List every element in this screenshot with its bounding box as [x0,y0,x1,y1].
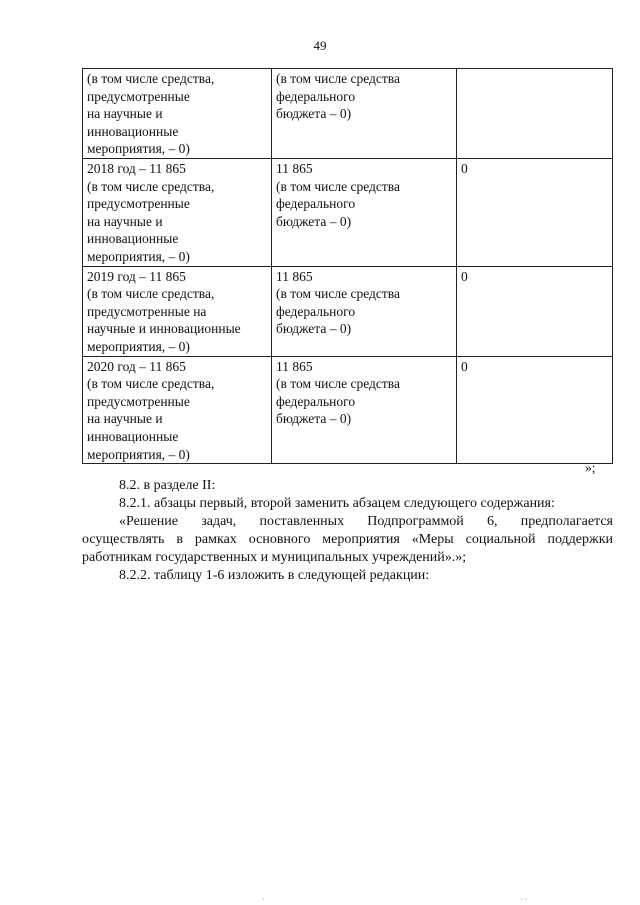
table-cell [83,356,272,464]
table-row [83,159,613,267]
cell-line: (в том числе средства, [87,71,215,86]
cell-line: научные и инновационные [87,321,241,337]
table-cell [272,69,457,159]
cell-line: инновационные [87,123,179,139]
cell-line: (в том числе средства [276,286,400,302]
cell-line: на научные и [87,411,163,427]
paragraph-section-heading: 8.2. в разделе II: [119,478,216,493]
body-text [82,477,613,585]
cell-line: бюджета – 0) [276,106,352,122]
cell-line: 11 865 [276,268,313,284]
table-cell [457,69,613,159]
cell-line: мероприятия, – 0) [87,338,190,354]
cell-line: федерального [276,393,356,409]
cell-line: на научные и [87,106,163,122]
paragraph-instruction: 8.2.2. таблицу 1-6 изложить в следующей редакции: [119,568,430,583]
cell-line: 2019 год – 11 865 [87,268,186,284]
cell-line: 2020 год – 11 865 [87,358,186,374]
paragraph-quote-line: работникам государственных и муниципальных учреждений».»; [82,550,467,565]
cell-line: федерального [276,303,356,319]
cell-line: бюджета – 0) [276,321,352,337]
cell-line: мероприятия, – 0) [87,248,190,264]
cell-line: 11 865 [276,161,313,176]
table-cell [83,266,272,356]
cell-line: 11 865 [276,358,313,374]
scan-speck: · · [520,895,528,904]
cell-line: инновационные [87,428,179,444]
cell-line: федерального [276,196,356,212]
cell-line: (в том числе средства, [87,286,215,302]
cell-line: бюджета – 0) [276,213,352,229]
cell-line: мероприятия, – 0) [87,446,190,462]
table-cell [83,69,272,159]
table-row [83,69,613,159]
cell-line: предусмотренные [87,196,190,212]
paragraph-instruction: 8.2.1. абзацы первый, второй заменить абзацем следующего содержания: [119,496,555,511]
table-cell [272,356,457,464]
scan-speck: · [262,895,265,904]
cell-line: инновационные [87,231,179,247]
cell-line: предусмотренные на [87,303,207,319]
cell-line: предусмотренные [87,88,190,104]
table-cell: 0 [457,356,613,464]
table-cell: 0 [457,159,613,267]
cell-line: (в том числе средства [276,376,400,392]
paragraph-quote-line: «Решение задач, поставленных Подпрограммой 6, предполагается [119,514,613,529]
cell-line: мероприятия, – 0) [87,141,190,157]
table-cell [83,159,272,267]
cell-line: (в том числе средства, [87,178,215,194]
closing-quote-mark: »; [585,460,596,475]
cell-line: на научные и [87,213,163,229]
cell-line: (в том числе средства [276,71,400,86]
table-cell [272,159,457,267]
page-number: 49 [313,38,327,53]
budget-table [82,68,613,464]
table-cell: 0 [457,266,613,356]
cell-line: (в том числе средства, [87,376,215,392]
cell-line: федерального [276,88,356,104]
cell-line: (в том числе средства [276,178,400,194]
table-cell [272,266,457,356]
cell-line: предусмотренные [87,393,190,409]
table-row [83,356,613,464]
cell-line: бюджета – 0) [276,411,352,427]
cell-line: 2018 год – 11 865 [87,161,186,176]
table-row [83,266,613,356]
paragraph-quote-line: осуществлять в рамках основного мероприятия «Меры социальной поддержки [82,532,613,547]
